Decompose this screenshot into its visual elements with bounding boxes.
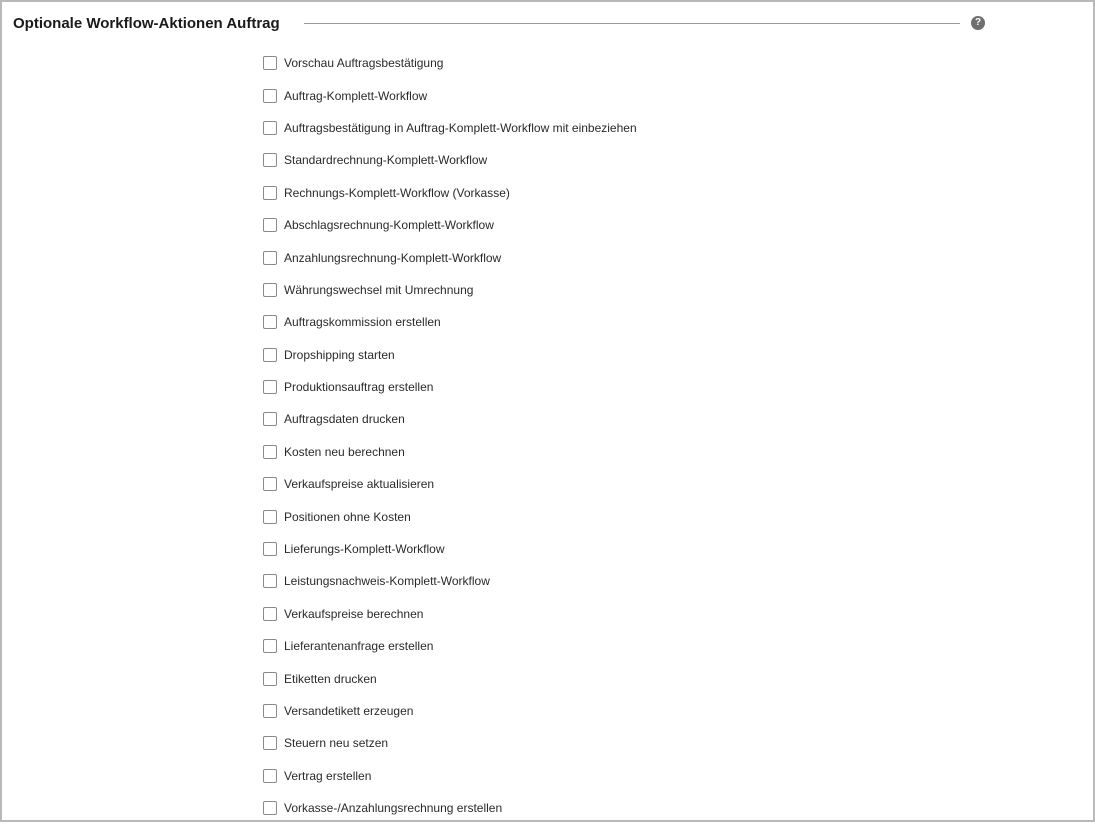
checkbox[interactable] — [263, 348, 277, 362]
option-label: Rechnungs-Komplett-Workflow (Vorkasse) — [284, 185, 510, 200]
option-row[interactable] — [261, 468, 637, 500]
checkbox[interactable] — [263, 251, 277, 265]
section-header — [13, 13, 1088, 35]
checkbox[interactable] — [263, 445, 277, 459]
checkbox[interactable] — [263, 218, 277, 232]
option-label: Lieferantenanfrage erstellen — [284, 639, 434, 654]
option-row[interactable] — [261, 79, 637, 111]
option-label: Positionen ohne Kosten — [284, 509, 411, 524]
checkbox[interactable] — [263, 510, 277, 524]
checkbox[interactable] — [263, 121, 277, 135]
option-row[interactable] — [261, 144, 637, 176]
option-label: Auftragskommission erstellen — [284, 315, 441, 330]
checkbox[interactable] — [263, 801, 277, 815]
option-row[interactable] — [261, 500, 637, 532]
option-label: Standardrechnung-Komplett-Workflow — [284, 153, 488, 168]
option-label: Lieferungs-Komplett-Workflow — [284, 542, 445, 557]
option-row[interactable] — [261, 371, 637, 403]
option-row[interactable] — [261, 727, 637, 759]
option-label: Steuern neu setzen — [284, 736, 389, 751]
checkbox[interactable] — [263, 607, 277, 621]
option-row[interactable] — [261, 695, 637, 727]
option-row[interactable] — [261, 662, 637, 694]
option-row[interactable] — [261, 630, 637, 662]
option-row[interactable] — [261, 760, 637, 792]
checkbox[interactable] — [263, 186, 277, 200]
option-label: Auftragsdaten drucken — [284, 412, 405, 427]
checkbox[interactable] — [263, 736, 277, 750]
checkbox[interactable] — [263, 412, 277, 426]
checkbox[interactable] — [263, 542, 277, 556]
checkbox[interactable] — [263, 672, 277, 686]
option-row[interactable] — [261, 339, 637, 371]
option-label: Vertrag erstellen — [284, 768, 372, 783]
option-row[interactable] — [261, 209, 637, 241]
checkbox[interactable] — [263, 639, 277, 653]
option-label: Vorkasse-/Anzahlungsrechnung erstellen — [284, 801, 503, 816]
option-row[interactable] — [261, 47, 637, 79]
option-row[interactable] — [261, 598, 637, 630]
option-label: Leistungsnachweis-Komplett-Workflow — [284, 574, 490, 589]
help-icon[interactable]: ? — [971, 16, 985, 30]
option-row[interactable] — [261, 274, 637, 306]
checkbox[interactable] — [263, 704, 277, 718]
option-label: Auftrag-Komplett-Workflow — [284, 88, 428, 103]
checkbox[interactable] — [263, 380, 277, 394]
checkbox[interactable] — [263, 153, 277, 167]
option-row[interactable] — [261, 533, 637, 565]
option-row[interactable] — [261, 792, 637, 824]
option-label: Etiketten drucken — [284, 671, 377, 686]
option-row[interactable] — [261, 112, 637, 144]
option-label: Auftragsbestätigung in Auftrag-Komplett-Workflow mit einbeziehen — [284, 120, 637, 135]
checkbox[interactable] — [263, 574, 277, 588]
option-list — [261, 47, 637, 824]
option-label: Verkaufspreise aktualisieren — [284, 477, 435, 492]
option-row[interactable] — [261, 403, 637, 435]
title-divider — [304, 23, 960, 24]
option-row[interactable] — [261, 565, 637, 597]
checkbox[interactable] — [263, 89, 277, 103]
option-label: Anzahlungsrechnung-Komplett-Workflow — [284, 250, 502, 265]
option-label: Verkaufspreise berechnen — [284, 606, 424, 621]
option-label: Abschlagsrechnung-Komplett-Workflow — [284, 218, 494, 233]
checkbox[interactable] — [263, 56, 277, 70]
checkbox[interactable] — [263, 477, 277, 491]
option-label: Vorschau Auftragsbestätigung — [284, 56, 444, 71]
option-label: Dropshipping starten — [284, 347, 395, 362]
option-label: Versandetikett erzeugen — [284, 704, 414, 718]
option-row[interactable] — [261, 436, 637, 468]
option-row[interactable] — [261, 306, 637, 338]
checkbox[interactable] — [263, 315, 277, 329]
checkbox[interactable] — [263, 283, 277, 297]
checkbox[interactable] — [263, 769, 277, 783]
option-row[interactable] — [261, 177, 637, 209]
option-row[interactable] — [261, 241, 637, 273]
option-label: Währungswechsel mit Umrechnung — [284, 282, 474, 297]
option-label: Kosten neu berechnen — [284, 444, 405, 459]
option-label: Produktionsauftrag erstellen — [284, 380, 434, 395]
section-title: Optionale Workflow-Aktionen Auftrag — [13, 15, 280, 32]
